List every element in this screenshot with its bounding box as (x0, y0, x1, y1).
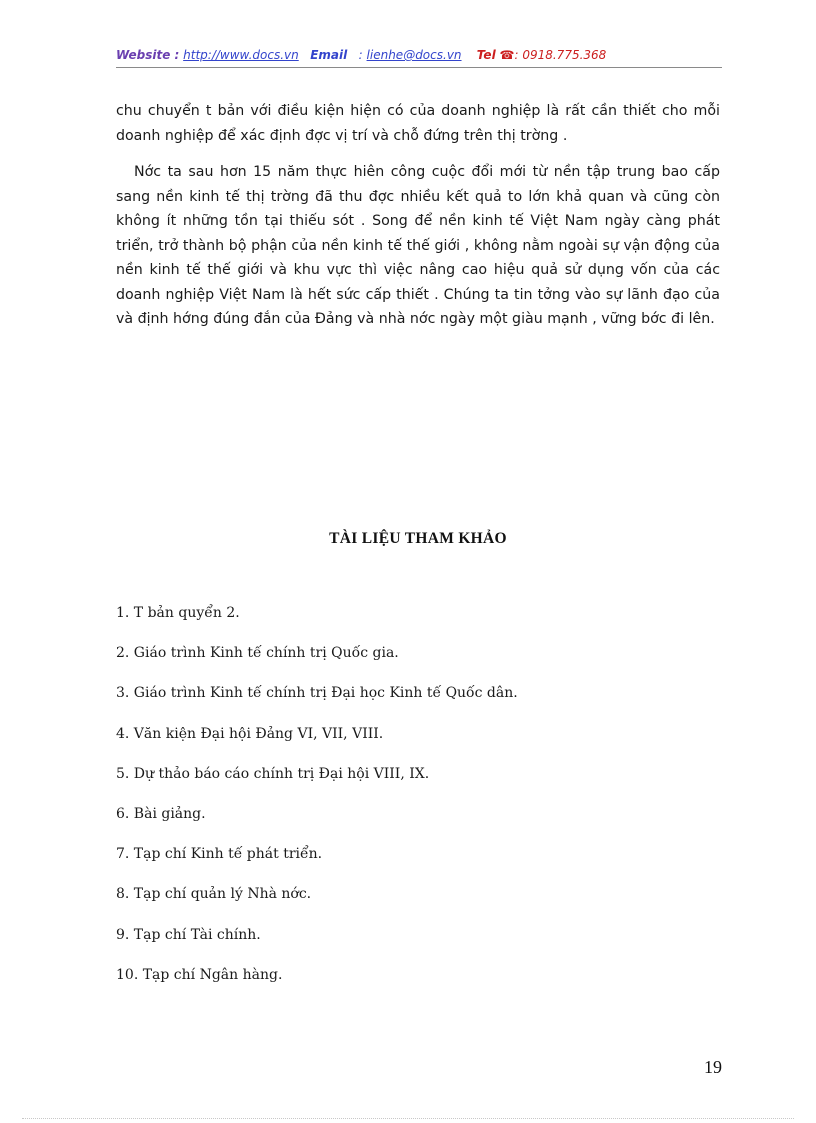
header-divider (116, 67, 722, 68)
footer-divider (22, 1118, 794, 1119)
tel-label: Tel (476, 48, 496, 62)
references-list (116, 603, 720, 1005)
reference-item: 7. Tạp chí Kinh tế phát triển. (116, 846, 323, 863)
reference-item: 10. Tạp chí Ngân hàng. (116, 966, 283, 983)
reference-item: 9. Tạp chí Tài chính. (116, 926, 261, 943)
reference-item: 1. T bản quyển 2. (116, 605, 240, 621)
email-label: Email (310, 48, 348, 62)
reference-item: 5. Dự thảo báo cáo chính trị Đại hội VIII, IX. (116, 765, 430, 782)
website-link[interactable]: http://www.docs.vn (183, 48, 299, 62)
website-label: Website : (116, 48, 180, 62)
reference-item: 8. Tạp chí quản lý Nhà nớc. (116, 886, 312, 903)
page-header (116, 48, 720, 66)
paragraph-1: chu chuyển t bản với điều kiện hiện có của doanh nghiệp là rất cần thiết cho mỗi doanh nghiệp để xác định đợc vị trí và chỗ đứng trên thị trờng . (116, 103, 720, 144)
paragraph-2: Nớc ta sau hơn 15 năm thực hiên công cuộc đổi mới từ nền tập trung bao cấp sang nền kinh tế thị trờng đã thu đợc nhiều kết quả to lớn khả quan và cũng còn không ít những tồn tại thiếu sót . Song để nền kinh tế Việt Nam ngày càng phát triển, trở thành bộ phận của nền kinh tế thế giới , không nằm ngoài sự vận động của nền kinh tế thế giới và khu vực thì việc nâng cao hiệu quả sử dụng vốn của các doanh nghiệp Việt Nam là hết sức cấp thiết . Chúng ta tin tởng vào sự lãnh đạo của và định hớng đúng đắn của Đảng và nhà nớc ngày một giàu mạnh , vững bớc đi lên. (116, 164, 720, 327)
tel-value: : 0918.775.368 (514, 48, 607, 62)
reference-item: 3. Giáo trình Kinh tế chính trị Đại học Kinh tế Quốc dân. (116, 685, 518, 702)
email-separator: : (358, 48, 363, 62)
reference-item: 4. Văn kiện Đại hội Đảng VI, VII, VIII. (116, 725, 384, 742)
email-link[interactable]: lienhe@docs.vn (366, 48, 462, 62)
references-title: TÀI LIỆU THAM KHẢO (329, 530, 507, 547)
reference-item: 6. Bài giảng. (116, 805, 206, 822)
page-number: 19 (704, 1057, 722, 1077)
phone-icon: ☎ (499, 48, 515, 62)
reference-item: 2. Giáo trình Kinh tế chính trị Quốc gia. (116, 645, 399, 662)
